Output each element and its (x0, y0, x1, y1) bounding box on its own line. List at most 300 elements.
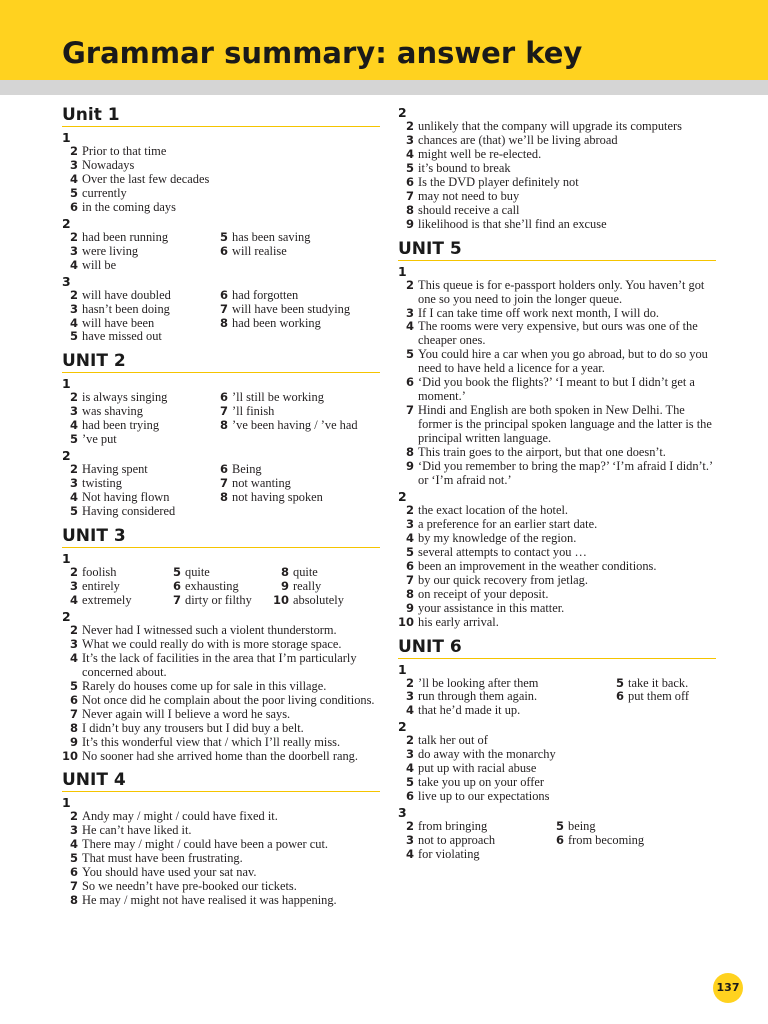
answer-number: 2 (69, 462, 78, 477)
answer-text: take you up on your offer (418, 775, 545, 790)
answer-item (398, 134, 716, 148)
answer-text: will have been (82, 315, 155, 330)
answer-number: 10 (273, 592, 290, 607)
answer-item (398, 504, 716, 518)
answer-text: Hindi and English are both spoken in New Delhi. The former is the principal spoken language and the latter is the principal written language. (418, 403, 712, 446)
answer-item (398, 404, 716, 446)
answer-text: Andy may / might / could have fixed it. (82, 809, 278, 824)
answer-item (62, 159, 380, 173)
answer-item (62, 491, 212, 505)
answer-item (62, 187, 380, 201)
answer-item (212, 463, 372, 477)
unit-section (398, 106, 716, 232)
answer-text: Never again will I believe a word he says. (82, 706, 291, 721)
exercise-number: 1 (62, 130, 71, 145)
answer-text: had forgotten (232, 287, 299, 302)
answer-item (398, 790, 716, 804)
answer-number: 8 (405, 586, 414, 601)
answer-number: 8 (69, 720, 78, 735)
answer-item (62, 838, 380, 852)
answer-number: 2 (405, 675, 414, 690)
answer-item (62, 303, 212, 317)
answer-text: has been saving (232, 229, 311, 244)
answer-text: entirely (82, 579, 120, 594)
answer-item (212, 245, 372, 259)
answer-list (62, 463, 380, 519)
answer-text: I didn’t buy any trousers but I did buy a belt. (82, 720, 304, 735)
answer-number: 4 (69, 418, 78, 433)
answer-list (62, 624, 380, 764)
answer-item (62, 736, 380, 750)
answer-item (62, 750, 380, 764)
answer-text: You should have used your sat nav. (82, 865, 257, 880)
answer-text: do away with the monarchy (418, 747, 556, 762)
answer-item (212, 303, 372, 317)
answer-number: 2 (69, 287, 78, 302)
answer-number: 3 (69, 404, 78, 419)
answer-text: Never had I witnessed such a violent thunderstorm. (82, 622, 337, 637)
unit-section (62, 525, 380, 763)
answer-number: 5 (405, 775, 414, 790)
answer-number: 4 (405, 146, 414, 161)
answer-number: 5 (172, 565, 181, 580)
exercise-number: 1 (398, 661, 407, 677)
page-title: Grammar summary: answer key (62, 36, 583, 70)
answer-number: 6 (172, 579, 181, 594)
answer-text: extremely (82, 592, 132, 607)
answer-number: 3 (69, 823, 78, 838)
answer-number: 9 (405, 459, 414, 474)
answer-number: 2 (69, 622, 78, 637)
answer-text: had been trying (82, 418, 160, 433)
answer-list (398, 504, 716, 630)
answer-item (398, 776, 716, 790)
answer-number: 4 (69, 315, 78, 330)
answer-number: 5 (615, 675, 624, 690)
answer-item (398, 677, 608, 691)
answer-item (62, 231, 212, 245)
answer-text: might well be re-elected. (418, 146, 542, 161)
answer-number: 7 (219, 404, 228, 419)
answer-text: by my knowledge of the region. (418, 530, 577, 545)
answer-text: the exact location of the hotel. (418, 502, 569, 517)
exercise (62, 275, 380, 345)
answer-number: 6 (219, 390, 228, 405)
answer-text: Nowadays (82, 157, 135, 172)
right-column (398, 104, 716, 868)
answer-number: 6 (219, 462, 228, 477)
answer-number: 8 (219, 418, 228, 433)
answer-number: 8 (219, 490, 228, 505)
answer-number: 5 (69, 185, 78, 200)
answer-number: 3 (405, 516, 414, 531)
answer-number: 2 (405, 502, 414, 517)
unit-section (62, 769, 380, 908)
answer-number: 8 (219, 315, 228, 330)
answer-number: 7 (219, 301, 228, 316)
answer-number: 5 (69, 329, 78, 344)
answer-number: 4 (405, 761, 414, 776)
answer-text: may not need to buy (418, 188, 520, 203)
exercise (62, 449, 380, 519)
answer-number: 5 (69, 678, 78, 693)
exercise-number: 2 (62, 448, 71, 464)
answer-item (273, 566, 373, 580)
answer-number: 4 (69, 171, 78, 186)
answer-number: 3 (69, 476, 78, 491)
answer-text: really (293, 579, 322, 594)
answer-text: quite (185, 565, 210, 580)
answer-number: 4 (69, 650, 78, 665)
answer-text: quite (293, 565, 318, 580)
answer-item (212, 477, 372, 491)
answer-number: 5 (555, 819, 564, 834)
answer-number: 5 (405, 347, 414, 362)
answer-list (62, 231, 380, 273)
answer-number: 7 (405, 403, 414, 418)
answer-item (62, 245, 212, 259)
unit-heading: UNIT 5 (398, 238, 716, 261)
answer-item (62, 566, 165, 580)
answer-number: 2 (405, 819, 414, 834)
exercise (62, 377, 380, 447)
answer-item (212, 491, 372, 505)
answer-item (398, 204, 716, 218)
answer-item (398, 704, 608, 718)
exercise-number: 3 (62, 273, 71, 289)
answer-text: that he’d made it up. (418, 703, 521, 718)
answer-text: Rarely do houses come up for sale in this village. (82, 678, 327, 693)
answer-number: 5 (405, 544, 414, 559)
answer-number: 5 (69, 851, 78, 866)
answer-number: 6 (69, 199, 78, 214)
answer-item (62, 259, 212, 273)
answer-text: That must have been frustrating. (82, 851, 243, 866)
answer-item (398, 532, 716, 546)
answer-text: ‘Did you book the flights?’ ‘I meant to but I didn’t get a moment.’ (418, 375, 695, 404)
unit-section (62, 350, 380, 519)
answer-text: is always singing (82, 390, 168, 405)
answer-number: 9 (69, 734, 78, 749)
answer-item (608, 677, 718, 691)
answer-item (62, 824, 380, 838)
answer-text: foolish (82, 565, 117, 580)
exercise-number: 1 (398, 263, 407, 279)
exercise-number: 1 (62, 376, 71, 392)
answer-item (398, 176, 716, 190)
answer-text: hasn’t been doing (82, 301, 170, 316)
answer-item (62, 594, 165, 608)
answer-item (398, 148, 716, 162)
answer-list (398, 820, 716, 862)
answer-number: 6 (219, 243, 228, 258)
answer-number: 2 (69, 809, 78, 824)
answer-text: from bringing (418, 819, 488, 834)
answer-text: He can’t have liked it. (82, 823, 192, 838)
answer-list (398, 279, 716, 488)
answer-item (62, 652, 380, 680)
header-divider-band (0, 80, 768, 95)
answer-text: unlikely that the company will upgrade its computers (418, 119, 682, 133)
answer-item (212, 391, 372, 405)
exercise (62, 796, 380, 908)
answer-item (398, 190, 716, 204)
exercise (62, 552, 380, 608)
answer-text: chances are (that) we’ll be living abroad (418, 132, 618, 147)
answer-number: 5 (405, 160, 414, 175)
answer-text: will have been studying (232, 301, 351, 316)
answer-text: ’ll be looking after them (418, 675, 539, 690)
answer-item (398, 734, 716, 748)
answer-number: 9 (405, 216, 414, 231)
answer-text: being (568, 819, 596, 834)
answer-number: 7 (405, 188, 414, 203)
answer-text: had been working (232, 315, 321, 330)
answer-number: 9 (280, 579, 289, 594)
answer-list (398, 120, 716, 232)
answer-text: live up to our expectations (418, 789, 550, 804)
answer-text: Not having flown (82, 490, 170, 505)
answer-text: put them off (628, 689, 690, 704)
answer-text: a preference for an earlier start date. (418, 516, 598, 531)
answer-text: will be (82, 257, 117, 272)
answer-item (62, 810, 380, 824)
exercise-number: 2 (62, 608, 71, 624)
answer-number: 4 (405, 530, 414, 545)
answer-text: What we could really do with is more storage space. (82, 636, 342, 651)
answer-text: He may / might not have realised it was happening. (82, 893, 337, 908)
answer-number: 6 (69, 692, 78, 707)
answer-text: There may / might / could have been a power cut. (82, 837, 329, 852)
answer-number: 6 (405, 174, 414, 189)
exercise (398, 106, 716, 232)
answer-item (548, 820, 708, 834)
answer-number: 7 (219, 476, 228, 491)
unit-heading: UNIT 2 (62, 350, 380, 373)
answer-text: on receipt of your deposit. (418, 586, 549, 601)
answer-number: 3 (69, 301, 78, 316)
answer-text: So we needn’t have pre-booked our tickets. (82, 879, 297, 894)
answer-number: 3 (405, 689, 414, 704)
answer-text: in the coming days (82, 199, 176, 214)
answer-number: 4 (69, 490, 78, 505)
answer-item (398, 218, 716, 232)
exercise (62, 610, 380, 764)
answer-text: was shaving (82, 404, 143, 419)
answer-number: 6 (615, 689, 624, 704)
answer-number: 2 (69, 144, 78, 158)
answer-number: 4 (405, 847, 414, 862)
answer-item (62, 419, 212, 433)
answer-text: twisting (82, 476, 122, 491)
answer-number: 7 (69, 706, 78, 721)
answer-item (62, 145, 380, 159)
exercise (398, 490, 716, 630)
answer-number: 8 (405, 445, 414, 460)
answer-list (62, 566, 380, 608)
answer-item (212, 231, 372, 245)
answer-number: 10 (398, 614, 415, 629)
exercise (398, 720, 716, 804)
answer-item (398, 820, 548, 834)
answer-item (62, 866, 380, 880)
answer-item (398, 279, 716, 307)
answer-number: 2 (405, 277, 414, 292)
exercise-number: 2 (398, 719, 407, 735)
answer-number: 2 (69, 229, 78, 244)
answer-item (398, 748, 716, 762)
left-column (62, 104, 380, 914)
answer-item (212, 419, 372, 433)
answer-text: Over the last few decades (82, 171, 210, 186)
answer-item (62, 405, 212, 419)
answer-item (62, 330, 212, 344)
answer-item (62, 391, 212, 405)
answer-item (62, 708, 380, 722)
answer-text: from becoming (568, 833, 645, 848)
answer-text: dirty or filthy (185, 592, 252, 607)
answer-number: 6 (69, 865, 78, 880)
answer-number: 3 (69, 636, 78, 651)
answer-item (165, 566, 273, 580)
exercise (62, 131, 380, 215)
exercise-number: 1 (62, 795, 71, 811)
answer-text: ’ve been having / ’ve had (232, 418, 358, 433)
answer-text: absolutely (293, 592, 344, 607)
answer-item (398, 546, 716, 560)
unit-heading: Unit 1 (62, 104, 380, 127)
answer-text: ‘Did you remember to bring the map?’ ‘I’m afraid I didn’t.’ or ‘I’m afraid not.’ (418, 459, 713, 487)
exercise (398, 663, 716, 719)
answer-number: 3 (69, 579, 78, 594)
answer-item (62, 624, 380, 638)
answer-item (273, 594, 373, 608)
answer-text: Having considered (82, 504, 176, 519)
exercise-number: 2 (398, 105, 407, 120)
answer-text: his early arrival. (418, 614, 499, 629)
exercise (398, 265, 716, 488)
answer-item (398, 560, 716, 574)
answer-item (62, 638, 380, 652)
answer-item (398, 162, 716, 176)
answer-text: If I can take time off work next month, I will do. (418, 305, 659, 320)
answer-number: 2 (69, 390, 78, 405)
answer-item (165, 594, 273, 608)
exercise-number: 1 (62, 551, 71, 567)
exercise-number: 3 (398, 805, 407, 821)
answer-list (62, 391, 380, 447)
answer-item (62, 463, 212, 477)
answer-number: 4 (69, 257, 78, 272)
answer-number: 6 (219, 287, 228, 302)
answer-text: not wanting (232, 476, 291, 491)
answer-item (398, 848, 548, 862)
exercise (398, 806, 716, 862)
answer-number: 5 (69, 432, 78, 447)
answer-text: have missed out (82, 329, 162, 344)
answer-number: 6 (555, 833, 564, 848)
answer-text: been an improvement in the weather conditions. (418, 558, 657, 573)
answer-text: several attempts to contact you … (418, 544, 587, 559)
answer-item (62, 680, 380, 694)
answer-item (398, 762, 716, 776)
answer-item (398, 588, 716, 602)
unit-heading: UNIT 3 (62, 525, 380, 548)
answer-number: 7 (172, 592, 181, 607)
answer-text: This train goes to the airport, but that one doesn’t. (418, 445, 666, 460)
answer-number: 8 (280, 565, 289, 580)
answer-item (62, 201, 380, 215)
answer-number: 6 (405, 558, 414, 573)
answer-text: Not once did he complain about the poor living conditions. (82, 692, 375, 707)
answer-list (398, 734, 716, 804)
answer-item (398, 690, 608, 704)
answer-item (398, 446, 716, 460)
answer-text: Is the DVD player definitely not (418, 174, 579, 189)
answer-number: 4 (69, 837, 78, 852)
answer-item (62, 173, 380, 187)
answer-text: were living (82, 243, 139, 258)
answer-text: ’ve put (82, 432, 117, 447)
answer-item (165, 580, 273, 594)
answer-text: You could hire a car when you go abroad, but to do so you need to have held a licence for a year. (418, 347, 708, 376)
answer-item (212, 317, 372, 331)
answer-list (398, 677, 716, 719)
answer-text: by our quick recovery from jetlag. (418, 572, 588, 587)
answer-number: 4 (405, 703, 414, 718)
answer-text: It’s this wonderful view that / which I’ll really miss. (82, 734, 341, 749)
answer-item (608, 690, 718, 704)
page-number: 137 (713, 973, 743, 1003)
answer-list (62, 810, 380, 908)
answer-number: 3 (69, 157, 78, 172)
answer-number: 6 (405, 375, 414, 390)
answer-item (212, 405, 372, 419)
answer-text: not to approach (418, 833, 496, 848)
answer-text: This queue is for e-passport holders only. You haven’t got one so you need to join the longer queue. (418, 277, 705, 306)
answer-number: 3 (405, 132, 414, 147)
answer-number: 9 (405, 600, 414, 615)
answer-number: 6 (405, 789, 414, 804)
unit-section (398, 238, 716, 630)
answer-item (62, 894, 380, 908)
answer-text: take it back. (628, 675, 689, 690)
answer-item (398, 460, 716, 488)
answer-item (398, 616, 716, 630)
answer-item (398, 376, 716, 404)
answer-number: 10 (62, 748, 79, 763)
exercise-number: 2 (398, 488, 407, 504)
answer-item (398, 348, 716, 376)
answer-item (62, 433, 212, 447)
answer-number: 8 (405, 202, 414, 217)
answer-text: for violating (418, 847, 480, 862)
answer-item (398, 307, 716, 321)
unit-section (62, 104, 380, 344)
unit-heading: UNIT 4 (62, 769, 380, 792)
answer-text: Being (232, 462, 262, 477)
answer-item (273, 580, 373, 594)
answer-text: had been running (82, 229, 169, 244)
answer-text: your assistance in this matter. (418, 600, 565, 615)
answer-list (62, 289, 380, 345)
answer-item (548, 834, 708, 848)
answer-text: currently (82, 185, 127, 200)
answer-text: exhausting (185, 579, 239, 594)
answer-number: 5 (69, 504, 78, 519)
unit-section (398, 636, 716, 862)
answer-text: will have doubled (82, 287, 171, 302)
